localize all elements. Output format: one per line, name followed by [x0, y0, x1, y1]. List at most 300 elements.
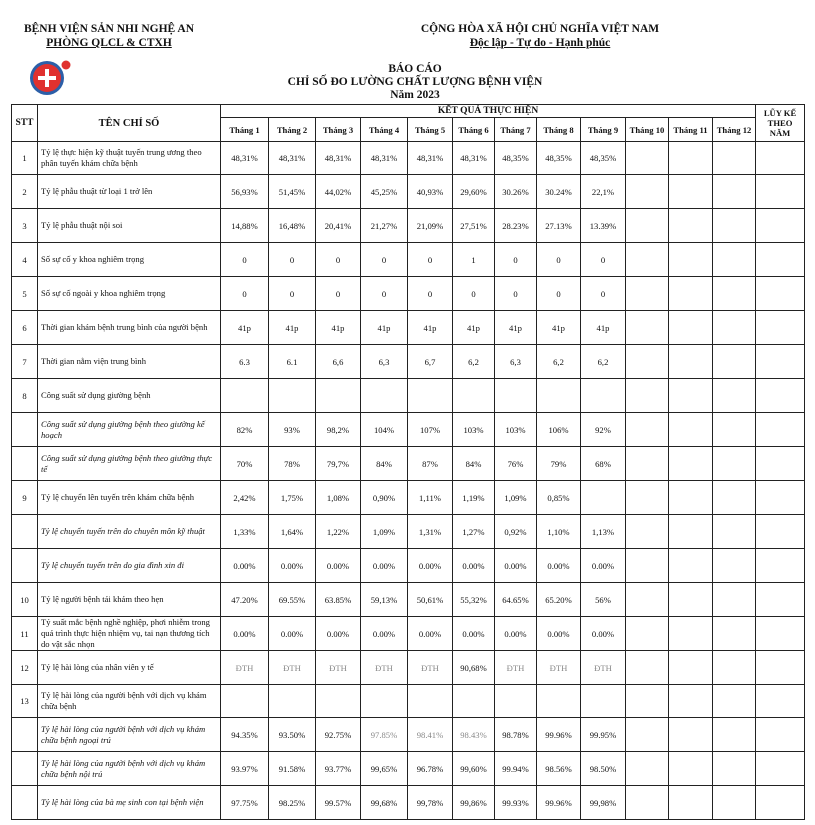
row-indicator-name: Tỷ lệ chuyển tuyến trên do chuyên môn kỹ thuật [38, 515, 221, 549]
month-6-value: 1 [453, 243, 495, 277]
month-6-value [453, 379, 495, 413]
cumulative-value [756, 175, 805, 209]
month-9-value: 98.50% [581, 752, 626, 786]
month-7-value: 30.26% [495, 175, 537, 209]
month-11-value [669, 345, 713, 379]
month-1-value: 0 [221, 277, 269, 311]
month-4-value: 104% [361, 413, 408, 447]
cumulative-value [756, 413, 805, 447]
month-2-value: 69.55% [269, 583, 316, 617]
month-header-5: Tháng 5 [408, 118, 453, 142]
row-stt [12, 718, 38, 752]
row-stt: 11 [12, 617, 38, 651]
month-header-3: Tháng 3 [316, 118, 361, 142]
month-3-value: 63.85% [316, 583, 361, 617]
row-indicator-name: Thời gian nằm viện trung bình [38, 345, 221, 379]
month-11-value [669, 651, 713, 685]
month-5-value: 41p [408, 311, 453, 345]
cumulative-value [756, 752, 805, 786]
month-11-value [669, 718, 713, 752]
month-8-value: 0.00% [537, 549, 581, 583]
month-8-value: 99.96% [537, 786, 581, 820]
month-12-value [713, 277, 756, 311]
row-stt [12, 413, 38, 447]
month-12-value [713, 651, 756, 685]
row-stt [12, 549, 38, 583]
row-stt: 5 [12, 277, 38, 311]
month-12-value [713, 481, 756, 515]
month-3-value: 92.75% [316, 718, 361, 752]
row-stt: 9 [12, 481, 38, 515]
table-row [12, 277, 805, 311]
month-7-value: 0 [495, 243, 537, 277]
month-7-value: 6,3 [495, 345, 537, 379]
month-8-value: 79% [537, 447, 581, 481]
month-5-value: 98.41% [408, 718, 453, 752]
month-2-value: 48,31% [269, 142, 316, 175]
month-8-value: 48,35% [537, 142, 581, 175]
month-7-value: 103% [495, 413, 537, 447]
month-4-value: 21,27% [361, 209, 408, 243]
month-5-value: 48,31% [408, 142, 453, 175]
cumulative-value [756, 311, 805, 345]
month-12-value [713, 549, 756, 583]
month-header-12: Tháng 12 [713, 118, 756, 142]
cumulative-value [756, 549, 805, 583]
row-indicator-name: Tỷ lệ hài lòng của người bệnh với dịch vụ khám chữa bệnh ngoại trú [38, 718, 221, 752]
month-6-value: 99,60% [453, 752, 495, 786]
month-9-value: 13.39% [581, 209, 626, 243]
month-1-value: 97.75% [221, 786, 269, 820]
month-9-value [581, 379, 626, 413]
month-11-value [669, 311, 713, 345]
month-4-value: ĐTH [361, 651, 408, 685]
month-9-value: ĐTH [581, 651, 626, 685]
month-12-value [713, 142, 756, 175]
title-line-2: CHỈ SỐ ĐO LƯỜNG CHẤT LƯỢNG BỆNH VIỆN [287, 76, 543, 88]
month-5-value: ĐTH [408, 651, 453, 685]
month-10-value [626, 243, 669, 277]
report-title [250, 63, 580, 102]
month-2-value: 1,64% [269, 515, 316, 549]
month-2-value: 93% [269, 413, 316, 447]
month-4-value: 0.00% [361, 549, 408, 583]
month-7-value: 0.00% [495, 617, 537, 651]
month-1-value: 0 [221, 243, 269, 277]
month-4-value: 48,31% [361, 142, 408, 175]
month-12-value [713, 617, 756, 651]
month-10-value [626, 617, 669, 651]
month-header-1: Tháng 1 [221, 118, 269, 142]
month-4-value: 0 [361, 277, 408, 311]
month-9-value: 68% [581, 447, 626, 481]
month-9-value: 0 [581, 277, 626, 311]
month-4-value: 0 [361, 243, 408, 277]
month-7-value: 98.78% [495, 718, 537, 752]
month-6-value: 84% [453, 447, 495, 481]
month-4-value: 59,13% [361, 583, 408, 617]
month-5-value: 99,78% [408, 786, 453, 820]
month-5-value: 50,61% [408, 583, 453, 617]
month-12-value [713, 379, 756, 413]
title-line-1: BÁO CÁO [388, 63, 442, 75]
table-row [12, 142, 805, 175]
month-12-value [713, 583, 756, 617]
header-cumulative: LŨY KẾ THEO NĂM [756, 105, 805, 142]
table-row [12, 515, 805, 549]
month-8-value [537, 379, 581, 413]
month-11-value [669, 413, 713, 447]
month-1-value [221, 379, 269, 413]
month-7-value [495, 685, 537, 718]
table-row [12, 209, 805, 243]
month-11-value [669, 481, 713, 515]
header-stt: STT [12, 105, 38, 142]
month-9-value [581, 481, 626, 515]
month-12-value [713, 243, 756, 277]
cumulative-value [756, 515, 805, 549]
month-1-value: 47.20% [221, 583, 269, 617]
row-indicator-name: Tỷ lệ hài lòng của bà mẹ sinh con tại bệnh viện [38, 786, 221, 820]
month-4-value: 99,65% [361, 752, 408, 786]
row-stt [12, 752, 38, 786]
month-1-value: 70% [221, 447, 269, 481]
month-10-value [626, 685, 669, 718]
month-8-value [537, 685, 581, 718]
cumulative-value [756, 142, 805, 175]
month-8-value: ĐTH [537, 651, 581, 685]
month-12-value [713, 685, 756, 718]
month-3-value: 0.00% [316, 549, 361, 583]
month-8-value: 0 [537, 277, 581, 311]
month-6-value: 98.43% [453, 718, 495, 752]
month-4-value [361, 685, 408, 718]
month-11-value [669, 175, 713, 209]
month-2-value: ĐTH [269, 651, 316, 685]
month-3-value: 0 [316, 277, 361, 311]
month-5-value: 40,93% [408, 175, 453, 209]
month-1-value: 48,31% [221, 142, 269, 175]
row-stt: 7 [12, 345, 38, 379]
month-12-value [713, 345, 756, 379]
month-header-7: Tháng 7 [495, 118, 537, 142]
row-indicator-name: Tỷ lệ phẫu thuật nội soi [38, 209, 221, 243]
month-5-value: 87% [408, 447, 453, 481]
month-11-value [669, 583, 713, 617]
table-row [12, 311, 805, 345]
month-11-value [669, 447, 713, 481]
month-1-value: 14,88% [221, 209, 269, 243]
table-row [12, 685, 805, 718]
month-10-value [626, 786, 669, 820]
table-row [12, 243, 805, 277]
month-1-value: 2,42% [221, 481, 269, 515]
cumulative-value [756, 345, 805, 379]
month-6-value: 29,60% [453, 175, 495, 209]
month-5-value: 107% [408, 413, 453, 447]
month-3-value: 0 [316, 243, 361, 277]
month-3-value: 0.00% [316, 617, 361, 651]
month-8-value: 106% [537, 413, 581, 447]
month-4-value: 97.85% [361, 718, 408, 752]
month-6-value: 1,27% [453, 515, 495, 549]
month-6-value: 0 [453, 277, 495, 311]
month-header-10: Tháng 10 [626, 118, 669, 142]
row-stt [12, 447, 38, 481]
month-1-value: 6.3 [221, 345, 269, 379]
month-11-value [669, 549, 713, 583]
month-3-value: 99.57% [316, 786, 361, 820]
month-2-value: 1,75% [269, 481, 316, 515]
country-name: CỘNG HÒA XÃ HỘI CHỦ NGHĨA VIỆT NAM [420, 23, 660, 35]
month-10-value [626, 277, 669, 311]
month-10-value [626, 175, 669, 209]
month-6-value: 90,68% [453, 651, 495, 685]
month-10-value [626, 209, 669, 243]
month-7-value: 99.93% [495, 786, 537, 820]
month-11-value [669, 379, 713, 413]
month-7-value: 28.23% [495, 209, 537, 243]
month-6-value: 55,32% [453, 583, 495, 617]
month-9-value: 1,13% [581, 515, 626, 549]
table-row [12, 481, 805, 515]
month-4-value: 0,90% [361, 481, 408, 515]
month-header-11: Tháng 11 [669, 118, 713, 142]
month-7-value: 41p [495, 311, 537, 345]
month-2-value [269, 685, 316, 718]
month-10-value [626, 311, 669, 345]
month-4-value: 99,68% [361, 786, 408, 820]
department-name: PHÒNG QLCL & CTXH [46, 37, 172, 49]
month-2-value [269, 379, 316, 413]
cumulative-value [756, 786, 805, 820]
month-1-value: 41p [221, 311, 269, 345]
table-row [12, 583, 805, 617]
month-4-value: 41p [361, 311, 408, 345]
month-10-value [626, 379, 669, 413]
cumulative-value [756, 617, 805, 651]
month-8-value: 98.56% [537, 752, 581, 786]
row-stt [12, 786, 38, 820]
hospital-name: BỆNH VIỆN SẢN NHI NGHỆ AN [23, 23, 195, 35]
month-10-value [626, 651, 669, 685]
month-2-value: 41p [269, 311, 316, 345]
month-2-value: 78% [269, 447, 316, 481]
month-1-value: 0.00% [221, 617, 269, 651]
month-4-value: 6,3 [361, 345, 408, 379]
month-2-value: 6.1 [269, 345, 316, 379]
month-3-value: ĐTH [316, 651, 361, 685]
table-row [12, 786, 805, 820]
month-10-value [626, 142, 669, 175]
month-9-value: 41p [581, 311, 626, 345]
month-4-value: 84% [361, 447, 408, 481]
cumulative-value [756, 243, 805, 277]
month-3-value: 20,41% [316, 209, 361, 243]
month-10-value [626, 752, 669, 786]
month-12-value [713, 718, 756, 752]
cumulative-value [756, 583, 805, 617]
month-8-value: 99.96% [537, 718, 581, 752]
cumulative-value [756, 379, 805, 413]
month-11-value [669, 277, 713, 311]
month-12-value [713, 447, 756, 481]
month-10-value [626, 718, 669, 752]
month-6-value: 48,31% [453, 142, 495, 175]
month-10-value [626, 481, 669, 515]
month-1-value: 82% [221, 413, 269, 447]
month-2-value: 0.00% [269, 617, 316, 651]
row-indicator-name: Tỷ lệ thực hiện kỹ thuật tuyến trung ương theo phân tuyến khám chữa bệnh [38, 142, 221, 175]
month-1-value: 1,33% [221, 515, 269, 549]
month-3-value: 44,02% [316, 175, 361, 209]
month-11-value [669, 752, 713, 786]
month-10-value [626, 345, 669, 379]
header-indicator-name: TÊN CHỈ SỐ [38, 105, 221, 142]
month-10-value [626, 413, 669, 447]
month-5-value: 6,7 [408, 345, 453, 379]
month-11-value [669, 786, 713, 820]
month-3-value: 6,6 [316, 345, 361, 379]
month-12-value [713, 413, 756, 447]
row-indicator-name: Thời gian khám bệnh trung bình của người bệnh [38, 311, 221, 345]
month-11-value [669, 243, 713, 277]
month-4-value: 45,25% [361, 175, 408, 209]
month-7-value: 48,35% [495, 142, 537, 175]
month-5-value: 1,31% [408, 515, 453, 549]
month-9-value: 92% [581, 413, 626, 447]
month-2-value: 0.00% [269, 549, 316, 583]
table-row [12, 175, 805, 209]
month-5-value: 0.00% [408, 549, 453, 583]
month-4-value: 1,09% [361, 515, 408, 549]
month-1-value: ĐTH [221, 651, 269, 685]
month-6-value: 99,86% [453, 786, 495, 820]
cumulative-value [756, 685, 805, 718]
table-row [12, 379, 805, 413]
month-8-value: 0 [537, 243, 581, 277]
header-results: KẾT QUẢ THỰC HIỆN [221, 105, 756, 118]
month-3-value: 1,08% [316, 481, 361, 515]
month-12-value [713, 786, 756, 820]
month-8-value: 65.20% [537, 583, 581, 617]
month-4-value [361, 379, 408, 413]
month-7-value: 0,92% [495, 515, 537, 549]
cumulative-value [756, 651, 805, 685]
table-row [12, 752, 805, 786]
month-3-value: 98,2% [316, 413, 361, 447]
month-7-value: 76% [495, 447, 537, 481]
row-stt: 13 [12, 685, 38, 718]
month-11-value [669, 515, 713, 549]
month-9-value: 6,2 [581, 345, 626, 379]
month-3-value: 79,7% [316, 447, 361, 481]
month-6-value: 1,19% [453, 481, 495, 515]
month-7-value: 99.94% [495, 752, 537, 786]
title-line-3: Năm 2023 [390, 89, 440, 101]
month-11-value [669, 617, 713, 651]
month-8-value: 0,85% [537, 481, 581, 515]
month-6-value: 0.00% [453, 549, 495, 583]
table-row [12, 718, 805, 752]
row-indicator-name: Tỷ lệ hài lòng của người bệnh với dịch vụ khám chữa bệnh nội trú [38, 752, 221, 786]
row-stt: 3 [12, 209, 38, 243]
month-7-value: 1,09% [495, 481, 537, 515]
month-6-value: 41p [453, 311, 495, 345]
month-10-value [626, 549, 669, 583]
month-1-value: 94.35% [221, 718, 269, 752]
cumulative-value [756, 718, 805, 752]
month-3-value: 93.77% [316, 752, 361, 786]
month-9-value [581, 685, 626, 718]
month-5-value: 21,09% [408, 209, 453, 243]
row-stt: 6 [12, 311, 38, 345]
table-row [12, 617, 805, 651]
month-3-value: 1,22% [316, 515, 361, 549]
month-6-value: 6,2 [453, 345, 495, 379]
month-6-value [453, 685, 495, 718]
row-stt: 10 [12, 583, 38, 617]
month-12-value [713, 311, 756, 345]
month-9-value: 0 [581, 243, 626, 277]
row-indicator-name: Số sự cố ngoài y khoa nghiêm trọng [38, 277, 221, 311]
month-8-value: 30.24% [537, 175, 581, 209]
month-8-value: 1,10% [537, 515, 581, 549]
month-9-value: 56% [581, 583, 626, 617]
month-1-value [221, 685, 269, 718]
month-5-value: 96.78% [408, 752, 453, 786]
month-7-value: ĐTH [495, 651, 537, 685]
month-5-value: 1,11% [408, 481, 453, 515]
month-9-value: 0.00% [581, 617, 626, 651]
row-indicator-name: Tỷ lệ người bệnh tái khám theo hẹn [38, 583, 221, 617]
table-row [12, 413, 805, 447]
month-3-value [316, 379, 361, 413]
month-8-value: 6,2 [537, 345, 581, 379]
table-row [12, 549, 805, 583]
month-10-value [626, 583, 669, 617]
row-indicator-name: Tỷ lệ hài lòng của người bệnh với dịch vụ khám chữa bệnh [38, 685, 221, 718]
month-6-value: 103% [453, 413, 495, 447]
month-9-value: 22,1% [581, 175, 626, 209]
row-indicator-name: Tỷ lệ phẫu thuật từ loại 1 trở lên [38, 175, 221, 209]
row-indicator-name: Tỷ lệ chuyển lên tuyến trên khám chữa bệnh [38, 481, 221, 515]
month-2-value: 93.50% [269, 718, 316, 752]
cumulative-value [756, 209, 805, 243]
row-indicator-name: Số sự cố y khoa nghiêm trọng [38, 243, 221, 277]
month-6-value: 27,51% [453, 209, 495, 243]
month-2-value: 16,48% [269, 209, 316, 243]
row-indicator-name: Công suất sử dụng giường bệnh theo giường thực tế [38, 447, 221, 481]
month-5-value: 0 [408, 277, 453, 311]
month-7-value [495, 379, 537, 413]
row-indicator-name: Tỷ lệ chuyển tuyến trên do gia đình xin đi [38, 549, 221, 583]
month-1-value: 0.00% [221, 549, 269, 583]
table-row [12, 345, 805, 379]
month-3-value: 48,31% [316, 142, 361, 175]
month-11-value [669, 209, 713, 243]
month-8-value: 27.13% [537, 209, 581, 243]
month-header-6: Tháng 6 [453, 118, 495, 142]
month-5-value [408, 685, 453, 718]
month-header-4: Tháng 4 [361, 118, 408, 142]
month-10-value [626, 515, 669, 549]
month-6-value: 0.00% [453, 617, 495, 651]
row-indicator-name: Công suất sử dụng giường bệnh [38, 379, 221, 413]
month-7-value: 0.00% [495, 549, 537, 583]
month-7-value: 64.65% [495, 583, 537, 617]
month-12-value [713, 175, 756, 209]
